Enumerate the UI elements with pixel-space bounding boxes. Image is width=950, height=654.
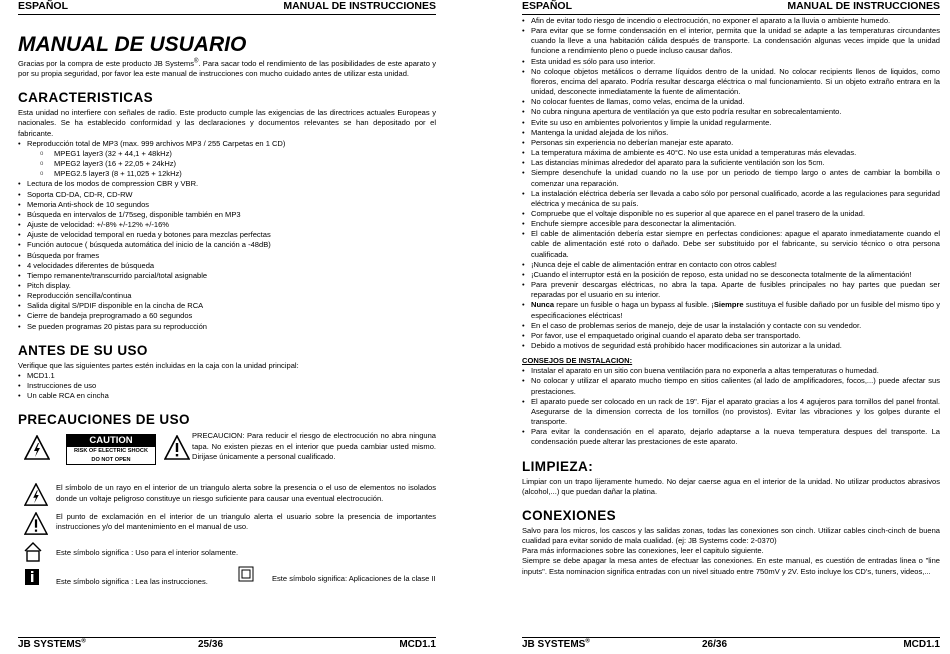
info-symbol-row	[18, 568, 436, 592]
list-item: • Esta unidad es sólo para uso interior.	[522, 57, 940, 67]
header-language: ESPAÑOL	[522, 0, 572, 12]
rayo-text: El símbolo de un rayo en el interior de un triangulo alerta sobre la presencia o el uso de elementos no isolados donde un voltaje peligroso constituye un riesgo suficiente para causar una eventual electrocución.	[56, 483, 436, 503]
safety-list	[522, 16, 940, 351]
list-item: • Por favor, use el empaquetado original cuando el aparato deba ser transportado.	[522, 331, 940, 341]
consejos-list	[522, 366, 940, 447]
list-item: • No colocar y utilizar el aparato mucho tiempo en sitios calientes (al lado de amplificadores, focos,...) puede afectar sus prestaciones.	[522, 376, 940, 396]
double-square-class-ii-icon	[238, 566, 254, 582]
conexiones-paragraph-3: Siempre se debe apagar la mesa antes de efectuar las conexiones. En este manual, es cuestión de entradas linea o "line inputs". Esta nominacion significa entradas con un nivel situado entre 750mV y 2V. Esto incluye los CD's, tuners, videos,...	[522, 556, 940, 576]
section-title-precauciones: PRECAUCIONES DE USO	[18, 412, 190, 428]
list-item: • La temperatura máxima de ambiente es 40°C. No use esta unidad a temperaturas más elevadas.	[522, 148, 940, 158]
list-subitem: o MPEG2 layer3 (16 + 22,05 + 24kHz)	[18, 159, 436, 169]
left-content	[18, 17, 436, 592]
list-item: • El cable de alimentación debería estar siempre en perfectas condiciones: apague el aparato inmediatamente cuando el cable de alimentación esté roto o dañado. Debe ser substituido por el fabricante, su servicio técnico o otra persona cualificada.	[522, 229, 940, 259]
feature-list	[18, 139, 436, 332]
list-item: • Ajuste de velocidad: +/-8% +/-12% +/-16%	[18, 220, 436, 230]
list-item: • Pitch display.	[18, 281, 436, 291]
list-item: • Búsqueda en intervalos de 1/75seg, disponible también en MP3	[18, 210, 436, 220]
conexiones-paragraph-2: Para más informaciones sobre las conexiones, leer el capitulo siguiente.	[522, 546, 764, 556]
list-item: • Reproducción sencilla/continua	[18, 291, 436, 301]
footer-brand: JB SYSTEMS®	[522, 638, 590, 650]
list-item: • MCD1.1	[18, 371, 436, 381]
list-item: • ¡Cuando el interruptor está en la posición de reposo, esta unidad no se desconecta totalmente de la alimentación!	[522, 270, 940, 280]
list-item: • Reproducción total de MP3 (max. 999 archivos MP3 / 255 Carpetas en 1 CD)	[18, 139, 436, 149]
antes-paragraph: Verifique que las siguientes partes estén incluidas en la caja con la unidad principal:	[18, 360, 299, 370]
list-item: • Siempre desenchufe la unidad cuando no la use por un periodo de tiempo largo o antes de cambiar la bombilla o comenzar una reparación.	[522, 168, 940, 188]
list-item: • La instalación eléctrica debería ser llevada a cabo sólo por personal cualificado, acorde a las regulaciones para seguridad eléctrica y mecánica de su país.	[522, 189, 940, 209]
list-item: • En el caso de problemas serios de manejo, deje de usar la instalación y contacte con su vendedor.	[522, 321, 940, 331]
list-subitem: o MPEG1 layer3 (32 + 44,1 + 48kHz)	[18, 149, 436, 159]
list-item: • Evite su uso en ambientes polvorientos y limpie la unidad regularmente.	[522, 118, 940, 128]
list-item: • No coloque objetos metálicos o derrame líquidos dentro de la unidad. No colocar recipients llenos de liquidos, como floreros, encima del aparato. Podría resultar descarga eléctrica o mal funcionamiento. Si un objeto extraño entrara en la unidad, desconecte inmediatamente la fuente de alimentación.	[522, 67, 940, 97]
footer-model: MCD1.1	[399, 639, 436, 650]
footer-model: MCD1.1	[903, 639, 940, 650]
sym-interior-text: Este símbolo significa : Uso para el interior solamente.	[56, 548, 239, 557]
list-item: • Mantenga la unidad alejada de los niños.	[522, 128, 940, 138]
list-item: • Ajuste de velocidad temporal en rueda y botones para mezclas perfectas	[18, 230, 436, 240]
section-title-conexiones: CONEXIONES	[522, 507, 617, 523]
left-page	[18, 0, 436, 654]
list-item: • Enchufe siempre accesible para desconectar la alimentación.	[522, 219, 940, 229]
list-item: • Instrucciones de uso	[18, 381, 436, 391]
sym-lea-text: Este símbolo significa : Lea las instrucciones.	[56, 577, 208, 586]
main-title: MANUAL DE USUARIO	[18, 33, 247, 56]
footer-page-number: 25/36	[198, 639, 224, 650]
list-item: • Afin de evitar todo riesgo de incendio o electrocución, no exponer el aparato a la lluvia o ambiente humedo.	[522, 16, 940, 26]
list-item: • Para evitar la condensación en el aparato, dejarlo adaptarse a la nueva temperatura despues del transporte. La condensación puede alterar las prestaciones de este aparato.	[522, 427, 940, 447]
page-footer	[522, 637, 940, 652]
header-manual-title: MANUAL DE INSTRUCCIONES	[787, 0, 940, 12]
caution-block	[18, 431, 436, 477]
list-item: • No cubra ninguna apertura de ventilación ya que esto podría resultar en sobrecalentamiento.	[522, 107, 940, 117]
list-item: • Personas sin experiencia no deberían manejar este aparato.	[522, 138, 940, 148]
list-item: • No colocar fuentes de llamas, como velas, encima de la unidad.	[522, 97, 940, 107]
page-footer	[18, 637, 436, 652]
list-item: • Instalar el aparato en un sitio con buena ventilación para no exponerla a altas temperaturas o humedad.	[522, 366, 940, 376]
section-title-limpieza: LIMPIEZA:	[522, 458, 594, 474]
list-item: • Salida digital S/PDIF disponible en la cincha de RCA	[18, 301, 436, 311]
list-item: • Memoria Anti-shock de 10 segundos	[18, 200, 436, 210]
list-item: • El aparato puede ser colocado en un rack de 19". Fijar el aparato gracias a los 4 agujeros para tornillos del panel frontal. Asegurarse de la dimension correcta de los tornillos (no provistos). Evitar las vibraciones y los golpes durante el transporte.	[522, 397, 940, 427]
exclamation-triangle-icon	[24, 512, 48, 536]
list-item: • Un cable RCA en cincha	[18, 391, 436, 401]
header-manual-title: MANUAL DE INSTRUCCIONES	[283, 0, 436, 12]
right-content	[522, 16, 940, 577]
list-item: • Se pueden programas 20 pistas para su reproducción	[18, 322, 436, 332]
page-header	[522, 0, 940, 15]
consejos-title: CONSEJOS DE INSTALACION:	[522, 356, 633, 366]
list-item: • Tiempo remanente/transcurrido parcial/total asignable	[18, 271, 436, 281]
footer-page-number: 26/36	[702, 639, 728, 650]
precaucion-text: PRECAUCION: Para reducir el riesgo de electrocución no abra ninguna tapa. No existen piezas en el interior que pueda cambiar usted mismo. Dirijase únicamente a personal cualificado.	[192, 431, 436, 461]
list-item: • Nunca repare un fusible o haga un bypass al fusible. ¡Siempre sustituya el fusible dañado por un fusible del mismo tipo y especificaciones eléctricas!	[522, 300, 940, 320]
house-icon	[24, 542, 42, 562]
list-item: • Para prevenir descargas eléctricas, no abra la tapa. Aparte de fusibles principales no hay partes que puedan ser reparadas por el usuario en su interior.	[522, 280, 940, 300]
list-item: • Soporta CD-DA, CD-R, CD-RW	[18, 190, 436, 200]
list-item: • ¡Nunca deje el cable de alimentación entrar en contacto con otros cables!	[522, 260, 940, 270]
section-title-caracteristicas: CARACTERISTICAS	[18, 90, 154, 106]
indoor-symbol-row	[18, 542, 436, 564]
intro-paragraph: Gracias por la compra de este producto JB Systems®. Para sacar todo el rendimiento de las posibilidades de este aparato y por su propia seguridad, por favor lea este manual de instrucciones con mucho cuidado antes de utilizar esta unidad.	[18, 58, 436, 79]
conexiones-paragraph-1: Salvo para los micros, los cascos y las salidas zonas, todas las conexiones son cinch. Utilizar cables cinch-cinch de buena cualidad para evitar sonido de mala cualidad. (ej: JB Systems code: 2-0370)	[522, 525, 940, 546]
antes-list	[18, 371, 436, 401]
list-item: • Cierre de bandeja preprogramado a 60 segundos	[18, 311, 436, 321]
lightning-triangle-icon	[24, 483, 48, 507]
limpieza-paragraph: Limpiar con un trapo lijeramente humedo. No dejar caerse agua en el interior de la unidad. No utilizar productos abrasivos (alcohol,...) que puedan dañar la platina.	[522, 476, 940, 496]
list-subitem: o MPEG2.5 layer3 (8 + 11,025 + 12kHz)	[18, 169, 436, 179]
section-title-antes: ANTES DE SU USO	[18, 342, 148, 358]
excl-text: El punto de exclamación en el interior de un triangulo alerta el usuario sobre la presencia de importantes instrucciones y/o del mantenimiento en el manual de uso.	[56, 511, 436, 531]
caracteristicas-paragraph: Esta unidad no interfiere con señales de radio. Este producto cumple las exigencias de las directrices actuales Europeas y nacionales. Se ha establecido conformidad y las declaraciones y documentos relevantes se han depositado por el fabricante.	[18, 108, 436, 138]
list-item: • Función autocue ( búsqueda automática del inicio de la canción a -48dB)	[18, 240, 436, 250]
list-item: • Las distancias mínimas alrededor del aparato para la suficiente ventilación son los 5cm.	[522, 158, 940, 168]
list-item: • Búsqueda por frames	[18, 251, 436, 261]
lightning-warning-icon	[24, 435, 50, 461]
footer-brand: JB SYSTEMS®	[18, 638, 86, 650]
exclamation-symbol-note	[18, 512, 436, 532]
header-language: ESPAÑOL	[18, 0, 68, 12]
sym-clase-text: Este símbolo significa: Aplicaciones de la clase II	[272, 574, 436, 583]
list-item: • 4 velocidades diferentes de búsqueda	[18, 261, 436, 271]
exclamation-warning-icon	[164, 435, 190, 461]
list-item: • Compruebe que el voltaje disponible no es superior al que aparece en el panel trasero de la unidad.	[522, 209, 940, 219]
page-header	[18, 0, 436, 15]
list-item: • Para evitar que se forme condensación en el interior, permita que la unidad se adapte a las temperaturas circundantes cuando la lleve a una habitación cálida después de transporte. La condensación algunas veces impide que la unidad funcione a rendimiento pleno o puede incluso causar daños.	[522, 26, 940, 56]
right-page	[522, 0, 940, 654]
lightning-symbol-note	[18, 483, 436, 503]
caution-label: CAUTION RISK OF ELECTRIC SHOCK DO NOT OPEN	[66, 434, 156, 465]
list-item: • Lectura de los modos de compression CBR y VBR.	[18, 179, 436, 189]
list-item: • Debido a motivos de seguridad está prohibido hacer modificaciones sin autorizar a la unidad.	[522, 341, 940, 351]
